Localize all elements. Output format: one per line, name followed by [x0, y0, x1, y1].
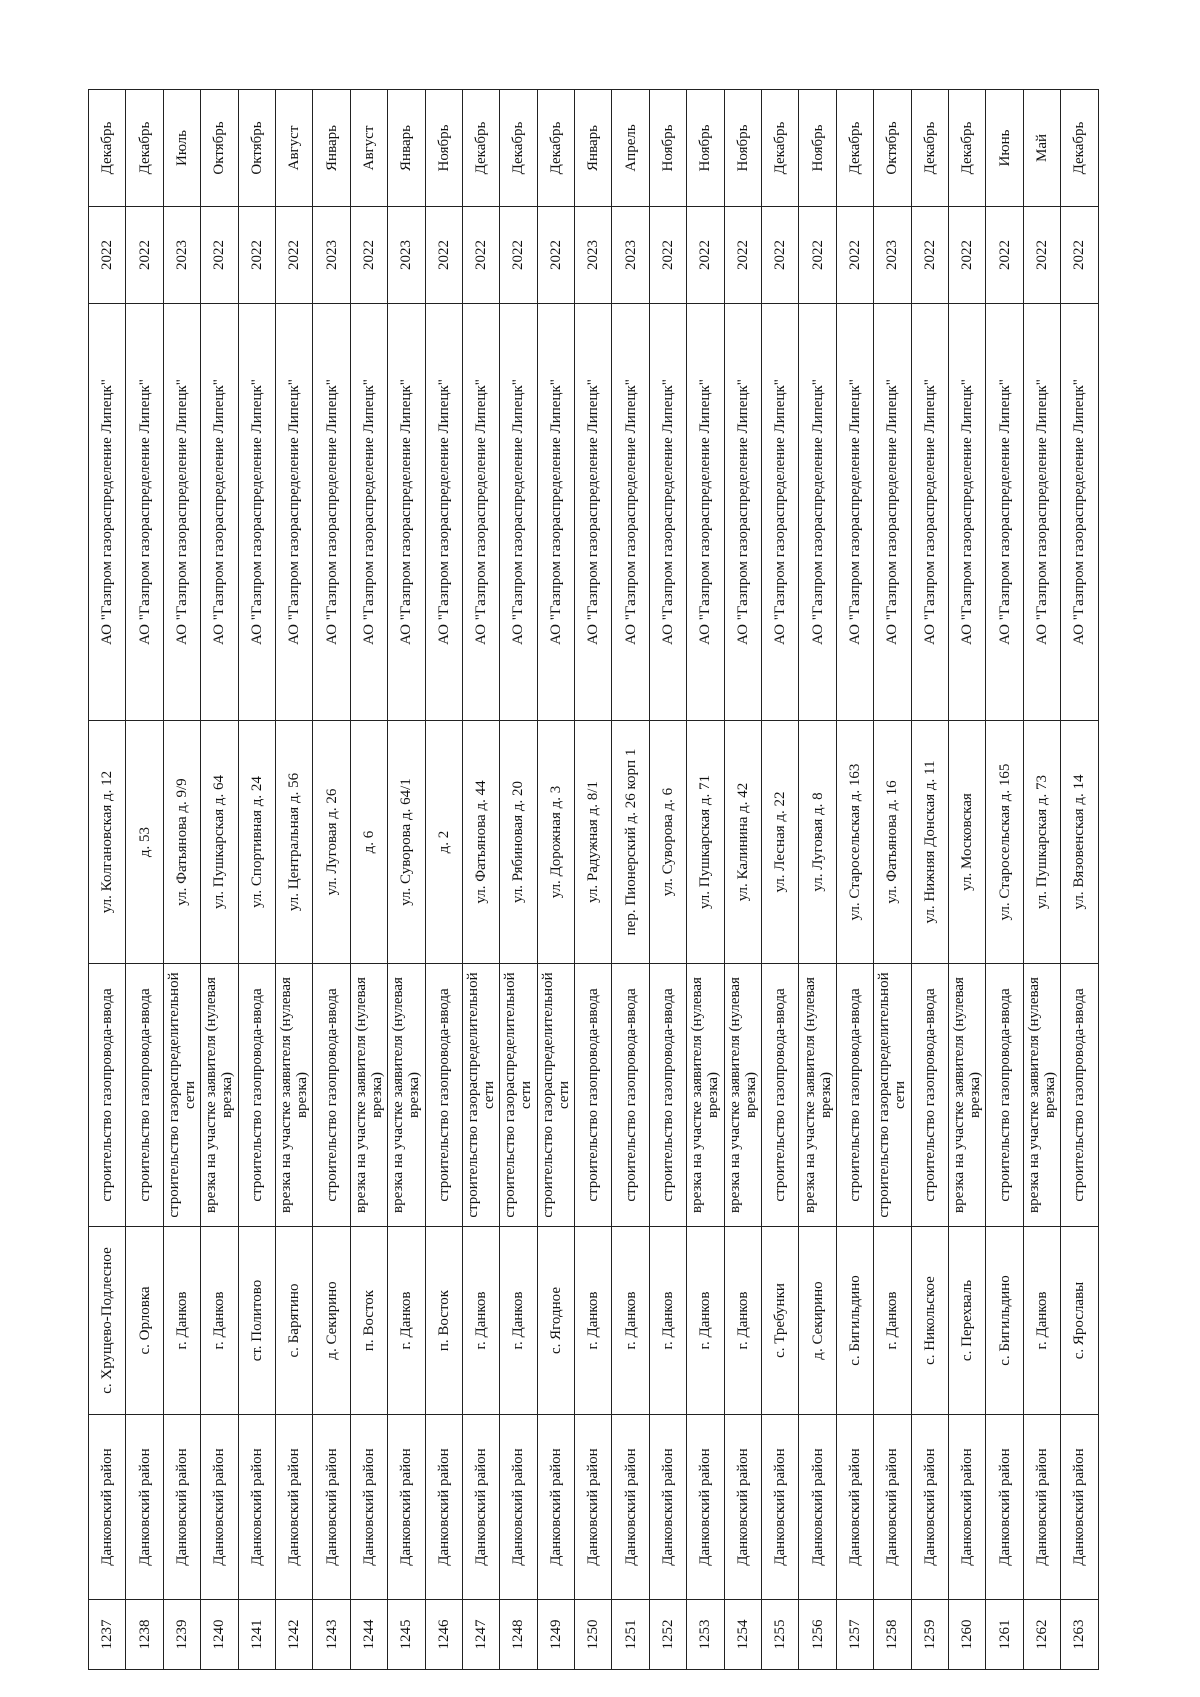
locality-cell: с. Перехваль [948, 1227, 985, 1415]
district-cell: Данковский район [948, 1415, 985, 1600]
address-cell: ул. Лесная д. 22 [762, 721, 799, 964]
organization-cell: АО "Газпром газораспределение Липецк" [388, 304, 425, 721]
district-cell: Данковский район [313, 1415, 350, 1600]
row-number-cell: 1241 [238, 1600, 275, 1670]
table-row [836, 90, 873, 1670]
year-cell: 2022 [799, 207, 836, 304]
locality-cell: г. Данков [612, 1227, 649, 1415]
month-cell: Август [275, 90, 312, 207]
district-cell: Данковский район [126, 1415, 163, 1600]
locality-cell: ст. Политово [238, 1227, 275, 1415]
organization-cell: АО "Газпром газораспределение Липецк" [313, 304, 350, 721]
address-cell: ул. Калинина д. 42 [724, 721, 761, 964]
address-cell: ул. Пушкарская д. 71 [687, 721, 724, 964]
row-number-cell: 1238 [126, 1600, 163, 1670]
address-cell: ул. Рябиновая д. 20 [500, 721, 537, 964]
locality-cell: п. Восток [425, 1227, 462, 1415]
work-type-cell: строительство газопровода-ввода [89, 964, 126, 1227]
table-row [799, 90, 836, 1670]
district-cell: Данковский район [687, 1415, 724, 1600]
month-cell: Октябрь [238, 90, 275, 207]
locality-cell: г. Данков [201, 1227, 238, 1415]
locality-cell: д. Секирино [799, 1227, 836, 1415]
address-cell: ул. Московская [948, 721, 985, 964]
district-cell: Данковский район [1023, 1415, 1060, 1600]
district-cell: Данковский район [89, 1415, 126, 1600]
row-number-cell: 1253 [687, 1600, 724, 1670]
year-cell: 2022 [462, 207, 499, 304]
year-cell: 2022 [425, 207, 462, 304]
address-cell: ул. Вязовенская д. 14 [1061, 721, 1098, 964]
row-number-cell: 1251 [612, 1600, 649, 1670]
year-cell: 2022 [238, 207, 275, 304]
work-type-cell: врезка на участке заявителя (нулевая врезка) [687, 964, 724, 1227]
gasification-registry-table [88, 89, 1099, 1670]
table-row [1061, 90, 1098, 1670]
address-cell: ул. Фатьянова д. 9/9 [163, 721, 200, 964]
month-cell: Декабрь [537, 90, 574, 207]
work-type-cell: врезка на участке заявителя (нулевая врезка) [201, 964, 238, 1227]
month-cell: Декабрь [126, 90, 163, 207]
address-cell: ул. Луговая д. 8 [799, 721, 836, 964]
district-cell: Данковский район [425, 1415, 462, 1600]
locality-cell: г. Данков [462, 1227, 499, 1415]
district-cell: Данковский район [462, 1415, 499, 1600]
district-cell: Данковский район [1061, 1415, 1098, 1600]
year-cell: 2022 [687, 207, 724, 304]
table-row [1023, 90, 1060, 1670]
table-row [126, 90, 163, 1670]
work-type-cell: строительство газораспределительной сети [537, 964, 574, 1227]
row-number-cell: 1247 [462, 1600, 499, 1670]
locality-cell: с. Никольское [911, 1227, 948, 1415]
address-cell: ул. Колгановская д. 12 [89, 721, 126, 964]
work-type-cell: врезка на участке заявителя (нулевая врезка) [799, 964, 836, 1227]
work-type-cell: строительство газопровода-ввода [836, 964, 873, 1227]
locality-cell: г. Данков [687, 1227, 724, 1415]
work-type-cell: строительство газопровода-ввода [649, 964, 686, 1227]
table-row [649, 90, 686, 1670]
row-number-cell: 1261 [986, 1600, 1023, 1670]
address-cell: ул. Фатьянова д. 16 [874, 721, 911, 964]
table-row [986, 90, 1023, 1670]
month-cell: Декабрь [836, 90, 873, 207]
year-cell: 2023 [575, 207, 612, 304]
district-cell: Данковский район [724, 1415, 761, 1600]
year-cell: 2023 [874, 207, 911, 304]
table-row [911, 90, 948, 1670]
table-row [762, 90, 799, 1670]
district-cell: Данковский район [836, 1415, 873, 1600]
row-number-cell: 1249 [537, 1600, 574, 1670]
organization-cell: АО "Газпром газораспределение Липецк" [836, 304, 873, 721]
year-cell: 2022 [1023, 207, 1060, 304]
row-number-cell: 1255 [762, 1600, 799, 1670]
year-cell: 2022 [1061, 207, 1098, 304]
locality-cell: г. Данков [649, 1227, 686, 1415]
organization-cell: АО "Газпром газораспределение Липецк" [799, 304, 836, 721]
month-cell: Ноябрь [649, 90, 686, 207]
year-cell: 2022 [948, 207, 985, 304]
table-row [350, 90, 387, 1670]
table-row [612, 90, 649, 1670]
year-cell: 2023 [612, 207, 649, 304]
work-type-cell: строительство газораспределительной сети [163, 964, 200, 1227]
month-cell: Декабрь [762, 90, 799, 207]
organization-cell: АО "Газпром газораспределение Липецк" [163, 304, 200, 721]
organization-cell: АО "Газпром газораспределение Липецк" [462, 304, 499, 721]
locality-cell: г. Данков [874, 1227, 911, 1415]
row-number-cell: 1252 [649, 1600, 686, 1670]
row-number-cell: 1248 [500, 1600, 537, 1670]
table-row [388, 90, 425, 1670]
work-type-cell: строительство газопровода-ввода [425, 964, 462, 1227]
row-number-cell: 1258 [874, 1600, 911, 1670]
organization-cell: АО "Газпром газораспределение Липецк" [911, 304, 948, 721]
address-cell: ул. Спортивная д. 24 [238, 721, 275, 964]
work-type-cell: строительство газораспределительной сети [874, 964, 911, 1227]
locality-cell: г. Данков [1023, 1227, 1060, 1415]
month-cell: Ноябрь [724, 90, 761, 207]
table-row [425, 90, 462, 1670]
year-cell: 2023 [388, 207, 425, 304]
year-cell: 2022 [126, 207, 163, 304]
table-row [948, 90, 985, 1670]
organization-cell: АО "Газпром газораспределение Липецк" [425, 304, 462, 721]
work-type-cell: строительство газопровода-ввода [1061, 964, 1098, 1227]
district-cell: Данковский район [275, 1415, 312, 1600]
locality-cell: д. Секирино [313, 1227, 350, 1415]
month-cell: Май [1023, 90, 1060, 207]
table-body [89, 90, 1099, 1670]
address-cell: ул. Пушкарская д. 73 [1023, 721, 1060, 964]
district-cell: Данковский район [238, 1415, 275, 1600]
district-cell: Данковский район [612, 1415, 649, 1600]
table-row [275, 90, 312, 1670]
year-cell: 2022 [649, 207, 686, 304]
row-number-cell: 1260 [948, 1600, 985, 1670]
row-number-cell: 1257 [836, 1600, 873, 1670]
locality-cell: с. Орловка [126, 1227, 163, 1415]
month-cell: Август [350, 90, 387, 207]
organization-cell: АО "Газпром газораспределение Липецк" [762, 304, 799, 721]
month-cell: Декабрь [911, 90, 948, 207]
address-cell: д. 6 [350, 721, 387, 964]
organization-cell: АО "Газпром газораспределение Липецк" [201, 304, 238, 721]
organization-cell: АО "Газпром газораспределение Липецк" [500, 304, 537, 721]
address-cell: ул. Дорожная д. 3 [537, 721, 574, 964]
locality-cell: с. Хрущево-Подлесное [89, 1227, 126, 1415]
work-type-cell: строительство газопровода-ввода [313, 964, 350, 1227]
work-type-cell: строительство газопровода-ввода [911, 964, 948, 1227]
organization-cell: АО "Газпром газораспределение Липецк" [874, 304, 911, 721]
rotated-page [88, 90, 1098, 1670]
year-cell: 2022 [89, 207, 126, 304]
organization-cell: АО "Газпром газораспределение Липецк" [575, 304, 612, 721]
locality-cell: г. Данков [388, 1227, 425, 1415]
table-row [687, 90, 724, 1670]
year-cell: 2022 [911, 207, 948, 304]
row-number-cell: 1250 [575, 1600, 612, 1670]
table-row [874, 90, 911, 1670]
district-cell: Данковский район [649, 1415, 686, 1600]
organization-cell: АО "Газпром газораспределение Липецк" [126, 304, 163, 721]
address-cell: ул. Суворова д. 6 [649, 721, 686, 964]
year-cell: 2023 [163, 207, 200, 304]
organization-cell: АО "Газпром газораспределение Липецк" [238, 304, 275, 721]
month-cell: Январь [388, 90, 425, 207]
month-cell: Декабрь [500, 90, 537, 207]
month-cell: Декабрь [948, 90, 985, 207]
locality-cell: с. Бигильдино [836, 1227, 873, 1415]
table-row [462, 90, 499, 1670]
district-cell: Данковский район [163, 1415, 200, 1600]
month-cell: Декабрь [89, 90, 126, 207]
address-cell: ул. Центральная д. 56 [275, 721, 312, 964]
month-cell: Январь [575, 90, 612, 207]
locality-cell: с. Ярославы [1061, 1227, 1098, 1415]
table-row [201, 90, 238, 1670]
row-number-cell: 1259 [911, 1600, 948, 1670]
work-type-cell: строительство газопровода-ввода [238, 964, 275, 1227]
locality-cell: п. Восток [350, 1227, 387, 1415]
organization-cell: АО "Газпром газораспределение Липецк" [1061, 304, 1098, 721]
table-row [313, 90, 350, 1670]
address-cell: д. 53 [126, 721, 163, 964]
work-type-cell: врезка на участке заявителя (нулевая врезка) [948, 964, 985, 1227]
locality-cell: г. Данков [575, 1227, 612, 1415]
locality-cell: г. Данков [500, 1227, 537, 1415]
district-cell: Данковский район [762, 1415, 799, 1600]
organization-cell: АО "Газпром газораспределение Липецк" [948, 304, 985, 721]
table-row [163, 90, 200, 1670]
district-cell: Данковский район [799, 1415, 836, 1600]
work-type-cell: строительство газопровода-ввода [986, 964, 1023, 1227]
locality-cell: с. Ягодное [537, 1227, 574, 1415]
row-number-cell: 1256 [799, 1600, 836, 1670]
organization-cell: АО "Газпром газораспределение Липецк" [537, 304, 574, 721]
year-cell: 2022 [350, 207, 387, 304]
year-cell: 2022 [500, 207, 537, 304]
address-cell: ул. Луговая д. 26 [313, 721, 350, 964]
table-row [89, 90, 126, 1670]
year-cell: 2022 [762, 207, 799, 304]
row-number-cell: 1263 [1061, 1600, 1098, 1670]
row-number-cell: 1237 [89, 1600, 126, 1670]
locality-cell: г. Данков [163, 1227, 200, 1415]
month-cell: Ноябрь [425, 90, 462, 207]
organization-cell: АО "Газпром газораспределение Липецк" [649, 304, 686, 721]
district-cell: Данковский район [350, 1415, 387, 1600]
table-row [575, 90, 612, 1670]
row-number-cell: 1254 [724, 1600, 761, 1670]
month-cell: Ноябрь [799, 90, 836, 207]
table-row [500, 90, 537, 1670]
year-cell: 2023 [313, 207, 350, 304]
locality-cell: с. Барятино [275, 1227, 312, 1415]
month-cell: Июнь [986, 90, 1023, 207]
district-cell: Данковский район [986, 1415, 1023, 1600]
address-cell: ул. Суворова д. 64/1 [388, 721, 425, 964]
table-row [724, 90, 761, 1670]
work-type-cell: врезка на участке заявителя (нулевая врезка) [388, 964, 425, 1227]
year-cell: 2022 [275, 207, 312, 304]
row-number-cell: 1243 [313, 1600, 350, 1670]
year-cell: 2022 [201, 207, 238, 304]
organization-cell: АО "Газпром газораспределение Липецк" [724, 304, 761, 721]
table-row [238, 90, 275, 1670]
row-number-cell: 1246 [425, 1600, 462, 1670]
work-type-cell: врезка на участке заявителя (нулевая врезка) [724, 964, 761, 1227]
row-number-cell: 1262 [1023, 1600, 1060, 1670]
address-cell: ул. Нижняя Донская д. 11 [911, 721, 948, 964]
organization-cell: АО "Газпром газораспределение Липецк" [612, 304, 649, 721]
organization-cell: АО "Газпром газораспределение Липецк" [1023, 304, 1060, 721]
address-cell: ул. Фатьянова д. 44 [462, 721, 499, 964]
work-type-cell: строительство газопровода-ввода [612, 964, 649, 1227]
district-cell: Данковский район [874, 1415, 911, 1600]
organization-cell: АО "Газпром газораспределение Липецк" [350, 304, 387, 721]
organization-cell: АО "Газпром газораспределение Липецк" [986, 304, 1023, 721]
month-cell: Октябрь [201, 90, 238, 207]
address-cell: пер. Пионерский д. 26 корп 1 [612, 721, 649, 964]
work-type-cell: строительство газораспределительной сети [500, 964, 537, 1227]
work-type-cell: строительство газораспределительной сети [462, 964, 499, 1227]
work-type-cell: строительство газопровода-ввода [126, 964, 163, 1227]
year-cell: 2022 [986, 207, 1023, 304]
month-cell: Июль [163, 90, 200, 207]
address-cell: ул. Пушкарская д. 64 [201, 721, 238, 964]
month-cell: Декабрь [462, 90, 499, 207]
district-cell: Данковский район [201, 1415, 238, 1600]
district-cell: Данковский район [537, 1415, 574, 1600]
work-type-cell: врезка на участке заявителя (нулевая врезка) [350, 964, 387, 1227]
organization-cell: АО "Газпром газораспределение Липецк" [89, 304, 126, 721]
district-cell: Данковский район [575, 1415, 612, 1600]
district-cell: Данковский район [911, 1415, 948, 1600]
work-type-cell: строительство газопровода-ввода [762, 964, 799, 1227]
organization-cell: АО "Газпром газораспределение Липецк" [687, 304, 724, 721]
work-type-cell: врезка на участке заявителя (нулевая врезка) [1023, 964, 1060, 1227]
locality-cell: с. Бигильдино [986, 1227, 1023, 1415]
month-cell: Декабрь [1061, 90, 1098, 207]
address-cell: д. 2 [425, 721, 462, 964]
district-cell: Данковский район [500, 1415, 537, 1600]
work-type-cell: врезка на участке заявителя (нулевая врезка) [275, 964, 312, 1227]
row-number-cell: 1242 [275, 1600, 312, 1670]
year-cell: 2022 [537, 207, 574, 304]
table-row [537, 90, 574, 1670]
month-cell: Октябрь [874, 90, 911, 207]
row-number-cell: 1240 [201, 1600, 238, 1670]
organization-cell: АО "Газпром газораспределение Липецк" [275, 304, 312, 721]
row-number-cell: 1245 [388, 1600, 425, 1670]
row-number-cell: 1244 [350, 1600, 387, 1670]
month-cell: Ноябрь [687, 90, 724, 207]
year-cell: 2022 [724, 207, 761, 304]
row-number-cell: 1239 [163, 1600, 200, 1670]
locality-cell: с. Требунки [762, 1227, 799, 1415]
year-cell: 2022 [836, 207, 873, 304]
address-cell: ул. Радужная д. 8/1 [575, 721, 612, 964]
district-cell: Данковский район [388, 1415, 425, 1600]
month-cell: Январь [313, 90, 350, 207]
locality-cell: г. Данков [724, 1227, 761, 1415]
work-type-cell: строительство газопровода-ввода [575, 964, 612, 1227]
address-cell: ул. Старосельская д. 163 [836, 721, 873, 964]
address-cell: ул. Старосельская д. 165 [986, 721, 1023, 964]
month-cell: Апрель [612, 90, 649, 207]
